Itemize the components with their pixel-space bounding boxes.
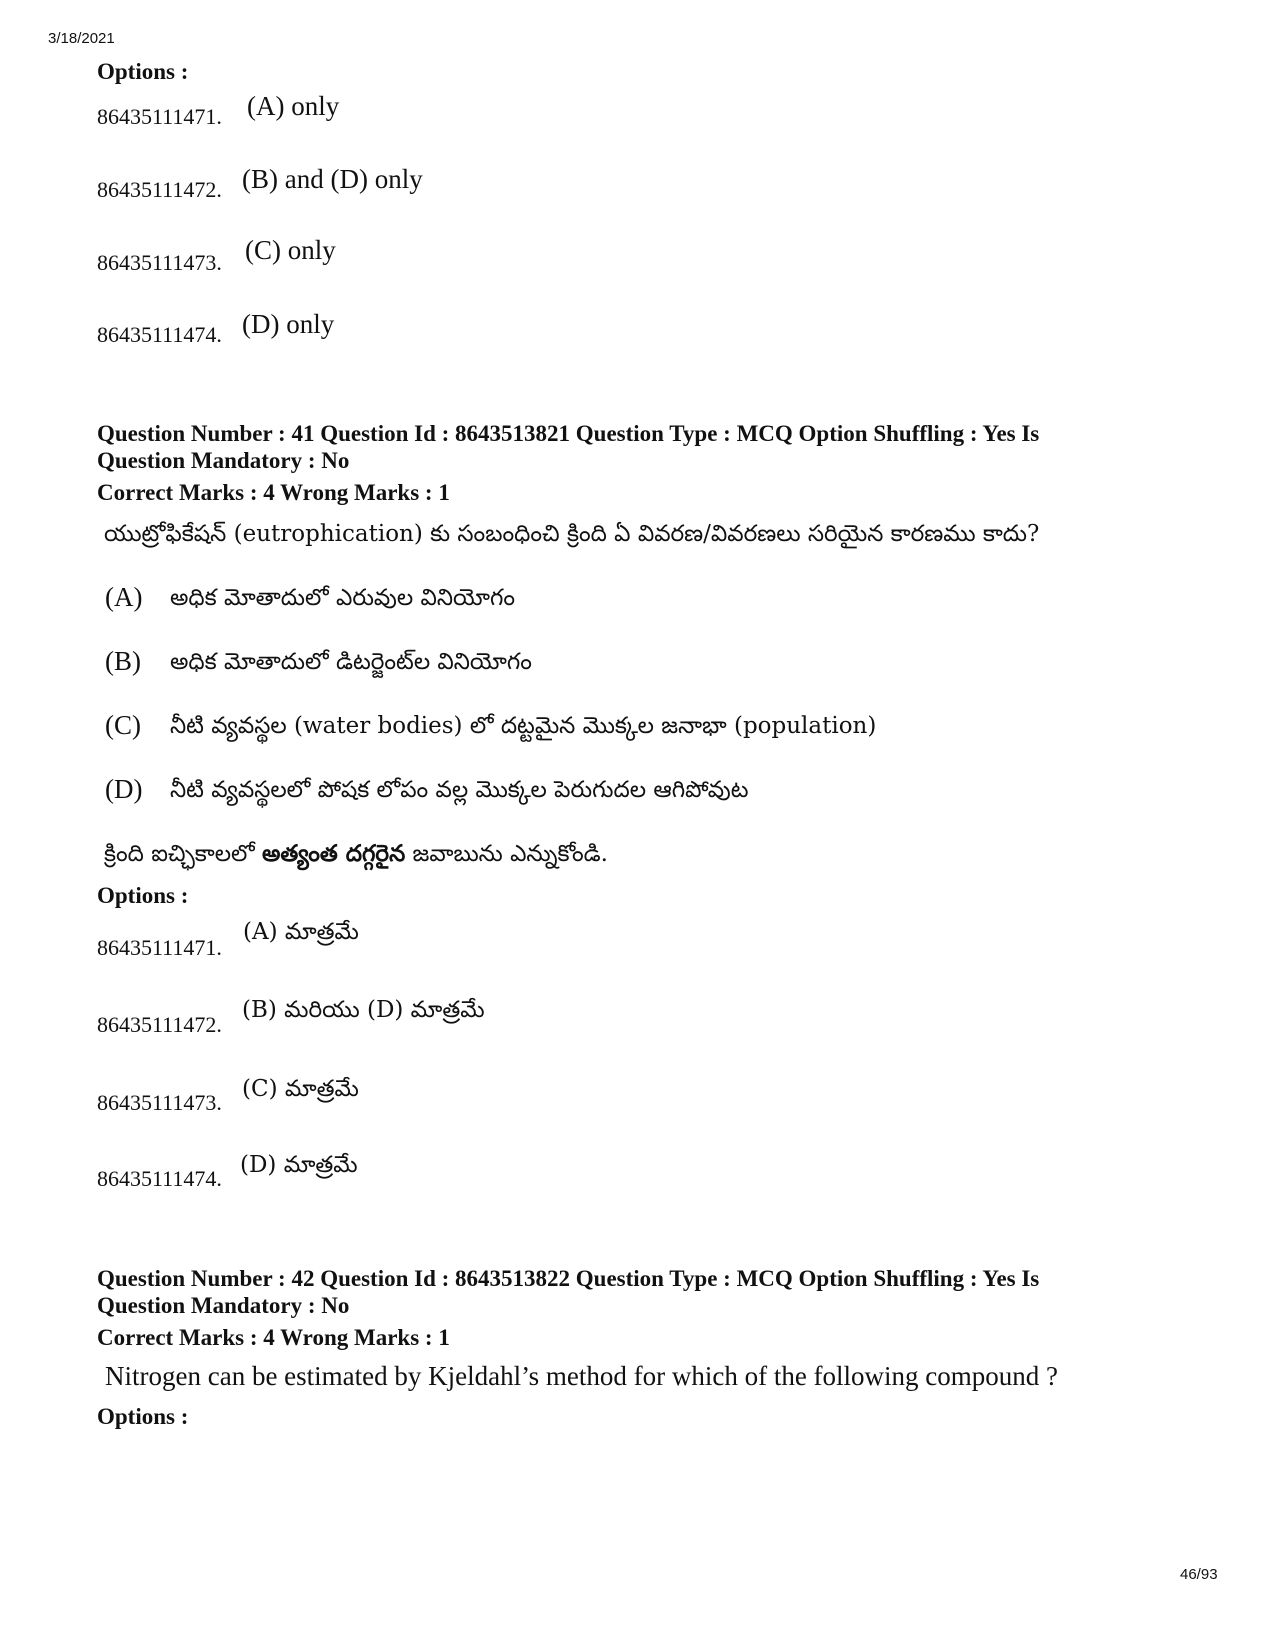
prev-option-id-4: 86435111474. [97, 322, 222, 347]
prev-option-text-1: (A) only [247, 91, 340, 121]
print-date: 3/18/2021 [48, 30, 115, 47]
q41-statement-text-d: నీటి వ్యవస్థలలో పోషక లోపం వల్ల మొక్కల పెరుగుదల ఆగిపోవుట [170, 777, 749, 803]
prev-option-text-2: (B) and (D) only [242, 164, 423, 194]
q41-statement-text-c: నీటి వ్యవస్థల (water bodies) లో దట్టమైన మొక్కల జనాభా (population) [170, 713, 877, 739]
q42-marks: Correct Marks : 4 Wrong Marks : 1 [97, 1325, 450, 1350]
q41-statement-label-b: (B) [105, 646, 141, 676]
q41-statement-text-b: అధిక మోతాదులో డిటర్జెంట్‌ల వినియోగం [170, 649, 532, 675]
q41-option-text-1: (A) మాత్రమే [243, 919, 359, 945]
prev-option-id-1: 86435111471. [97, 104, 222, 129]
prev-option-id-3: 86435111473. [97, 250, 222, 275]
q41-question-text: యుట్రోఫికేషన్ (eutrophication) కు సంబంధించి క్రింది ఏ వివరణ/వివరణలు సరియైన కారణము కాదు? [104, 521, 1040, 547]
q41-option-text-2: (B) మరియు (D) మాత్రమే [242, 997, 485, 1023]
q41-statement-label-c: (C) [105, 710, 141, 740]
q41-option-id-1: 86435111471. [97, 935, 222, 960]
prev-option-text-4: (D) only [242, 309, 335, 339]
q41-header-line1: Question Number : 41 Question Id : 8643513821 Question Type : MCQ Option Shuffling : Yes Is [97, 421, 1040, 446]
prev-option-text-3: (C) only [245, 235, 336, 265]
q42-header-line2: Question Mandatory : No [97, 1293, 350, 1318]
q41-option-id-3: 86435111473. [97, 1090, 222, 1115]
q42-header-line1: Question Number : 42 Question Id : 8643513822 Question Type : MCQ Option Shuffling : Yes Is [97, 1266, 1040, 1291]
q41-statement-label-d: (D) [105, 774, 143, 804]
q41-marks: Correct Marks : 4 Wrong Marks : 1 [97, 480, 450, 505]
prev-options-label: Options : [97, 59, 189, 84]
q41-option-text-4: (D) మాత్రమే [240, 1152, 358, 1178]
q41-option-text-3: (C) మాత్రమే [242, 1076, 359, 1102]
prev-option-id-2: 86435111472. [97, 177, 222, 202]
q41-instruction-bold: అత్యంత దగ్గరైన [262, 840, 406, 867]
q41-instruction-pre: క్రింది ఐచ్ఛికాలలో [104, 841, 263, 867]
q42-question-text: Nitrogen can be estimated by Kjeldahl’s method for which of the following compound ? [105, 1361, 1059, 1391]
q41-statement-text-a: అధిక మోతాదులో ఎరువుల వినియోగం [170, 585, 516, 611]
q41-option-id-4: 86435111474. [97, 1166, 222, 1191]
q41-instruction-post: జవాబును ఎన్నుకోండి. [405, 841, 608, 867]
q41-statement-label-a: (A) [105, 582, 143, 612]
page-number: 46/93 [1180, 1566, 1218, 1583]
q41-option-id-2: 86435111472. [97, 1012, 222, 1037]
q41-instruction [104, 840, 608, 873]
q41-header-line2: Question Mandatory : No [97, 448, 350, 473]
q42-options-label: Options : [97, 1404, 189, 1429]
q41-options-label: Options : [97, 883, 189, 908]
